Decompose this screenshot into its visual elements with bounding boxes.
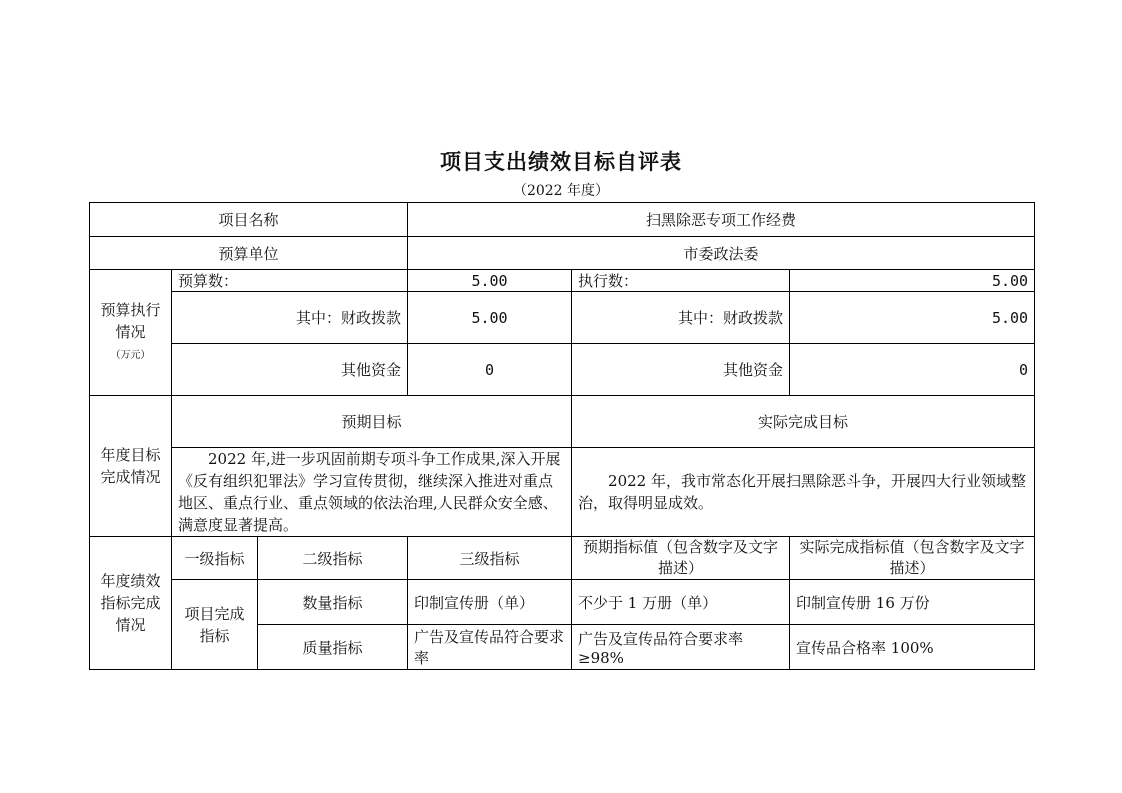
page-title: 项目支出绩效目标自评表 [440,150,682,174]
other-budget-label: 其他资金 [172,344,408,396]
other-funds-row [90,344,1035,396]
fiscal-budget-label: 其中：财政拨款 [172,292,408,344]
goals-header-row [90,396,1035,448]
self-evaluation-table [89,202,1035,670]
indicator-section-label: 年度绩效指标完成情况 [90,537,172,670]
fiscal-exec-label: 其中：财政拨款 [572,292,790,344]
other-exec-label: 其他资金 [572,344,790,396]
project-name-label: 项目名称 [90,203,408,237]
expected-goal-text: 2022 年,进一步巩固前期专项斗争工作成果,深入开展《反有组织犯罪法》学习宣传贯彻，继续深入推进对重点地区、重点行业、重点领域的依法治理,人民群众安全感、满意度显著提高。 [172,448,572,537]
budget-unit-row [90,237,1035,270]
level1-value: 项目完成指标 [172,580,258,670]
budget-unit-note: （万元） [110,349,151,361]
level3-header: 三级指标 [408,537,572,580]
fiscal-exec-value: 5.00 [790,292,1035,344]
other-exec-value: 0 [790,344,1035,396]
level3-value: 印制宣传册（单） [408,580,572,625]
actual-indicator-value: 印制宣传册 16 万份 [790,580,1035,625]
level2-value: 质量指标 [258,625,408,670]
goals-section-label: 年度目标完成情况 [90,396,172,537]
project-name-row [90,203,1035,237]
project-name-value: 扫黑除恶专项工作经费 [408,203,1035,237]
expected-indicator-value: 广告及宣传品符合要求率≥98% [572,625,790,670]
budget-total-row [90,270,1035,292]
level1-header: 一级指标 [172,537,258,580]
expected-indicator-value: 不少于 1 万册（单） [572,580,790,625]
actual-indicator-header: 实际完成指标值（包含数字及文字描述） [790,537,1035,580]
budget-amount-label: 预算数： [172,270,408,292]
level2-value: 数量指标 [258,580,408,625]
expected-goal-header: 预期目标 [172,396,572,448]
expected-indicator-header: 预期指标值（包含数字及文字描述） [572,537,790,580]
level3-value: 广告及宣传品符合要求率 [408,625,572,670]
fiscal-row [90,292,1035,344]
budget-unit-label: 预算单位 [90,237,408,270]
budget-section-title: 预算执行情况 [100,300,161,341]
page-subtitle: （2022 年度） [512,183,610,199]
budget-section-label [90,270,172,396]
exec-amount-value: 5.00 [790,270,1035,292]
budget-unit-value: 市委政法委 [408,237,1035,270]
budget-amount-value: 5.00 [408,270,572,292]
other-budget-value: 0 [408,344,572,396]
actual-goal-text: 2022 年，我市常态化开展扫黑除恶斗争，开展四大行业领域整治，取得明显成效。 [572,448,1035,537]
exec-amount-label: 执行数： [572,270,790,292]
indicator-row [90,580,1035,625]
fiscal-budget-value: 5.00 [408,292,572,344]
indicator-header-row [90,537,1035,580]
actual-goal-header: 实际完成目标 [572,396,1035,448]
actual-indicator-value: 宣传品合格率 100% [790,625,1035,670]
goals-text-row [90,448,1035,537]
level2-header: 二级指标 [258,537,408,580]
